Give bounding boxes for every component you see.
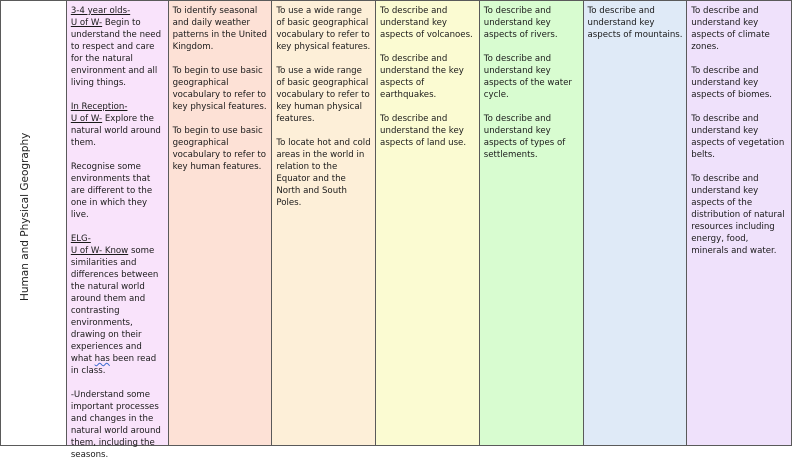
eyfs-text-flagged: has [94, 354, 110, 364]
objective: To describe and understand key aspects of mountains. [587, 6, 683, 40]
objective: To describe and understand key aspects of the water cycle. [483, 54, 572, 100]
objective: To describe and understand key aspects of climate zones. [691, 6, 770, 52]
objective: To begin to use basic geographical vocabulary to refer to key human features. [172, 126, 267, 172]
uofw-label: U of W- Know [70, 246, 129, 256]
year4-column [480, 1, 584, 445]
uofw-label: U of W- [70, 114, 103, 124]
objective: To describe and understand the key aspects of earthquakes. [380, 54, 464, 100]
eyfs-paragraph-1 [71, 5, 165, 89]
objective: To describe and understand the key aspects of land use. [380, 114, 467, 148]
eyfs-text: Explore the natural world around them. [70, 114, 161, 148]
eyfs-text: been read in class. [70, 354, 157, 376]
eyfs-column [67, 1, 169, 460]
reception-heading: In Reception- [70, 102, 128, 112]
year3-column [376, 1, 480, 445]
eyfs-text: Begin to understand the need to respect and care for the natural environment and all living things. [70, 18, 162, 88]
objective: To use a wide range of basic geographical vocabulary to refer to key human physical features. [276, 66, 370, 124]
objective: To describe and understand key aspects of types of settlements. [483, 114, 566, 160]
elg-heading: ELG- [70, 234, 91, 244]
row-header-cell [1, 1, 67, 445]
objective: To use a wide range of basic geographical vocabulary to refer to key physical features. [276, 6, 371, 52]
objective: To describe and understand key aspects of rivers. [483, 6, 558, 40]
objective: To locate hot and cold areas in the world in relation to the Equator and the North and South Poles. [276, 138, 371, 208]
objective: To describe and understand key aspects of the distribution of natural resources including energy, food, minerals and water. [691, 174, 785, 256]
objective: To describe and understand key aspects of biomes. [691, 66, 773, 100]
eyfs-paragraph-4 [71, 233, 165, 377]
eyfs-paragraph-2 [71, 101, 165, 149]
objective: To describe and understand key aspects of volcanoes. [380, 6, 473, 40]
year1-column [169, 1, 273, 445]
eyfs-text: some similarities and differences between the natural world around them and contrasting environments, drawing on their experiences and what [70, 246, 159, 364]
year6-column [687, 1, 791, 445]
objective: To describe and understand key aspects of vegetation belts. [691, 114, 785, 160]
eyfs-age-heading: 3-4 year olds- [70, 6, 131, 16]
year2-column [272, 1, 376, 445]
objective: To begin to use basic geographical vocabulary to refer to key physical features. [172, 66, 267, 112]
row-header-label: Human and Physical Geography [19, 132, 31, 301]
uofw-label: U of W- [70, 18, 103, 28]
eyfs-paragraph-5: -Understand some important processes and changes in the natural world around them, including the seasons. [70, 390, 161, 460]
year5-column [584, 1, 688, 445]
objective: To identify seasonal and daily weather patterns in the United Kingdom. [172, 6, 268, 52]
eyfs-paragraph-3: Recognise some environments that are different to the one in which they live. [70, 162, 153, 220]
